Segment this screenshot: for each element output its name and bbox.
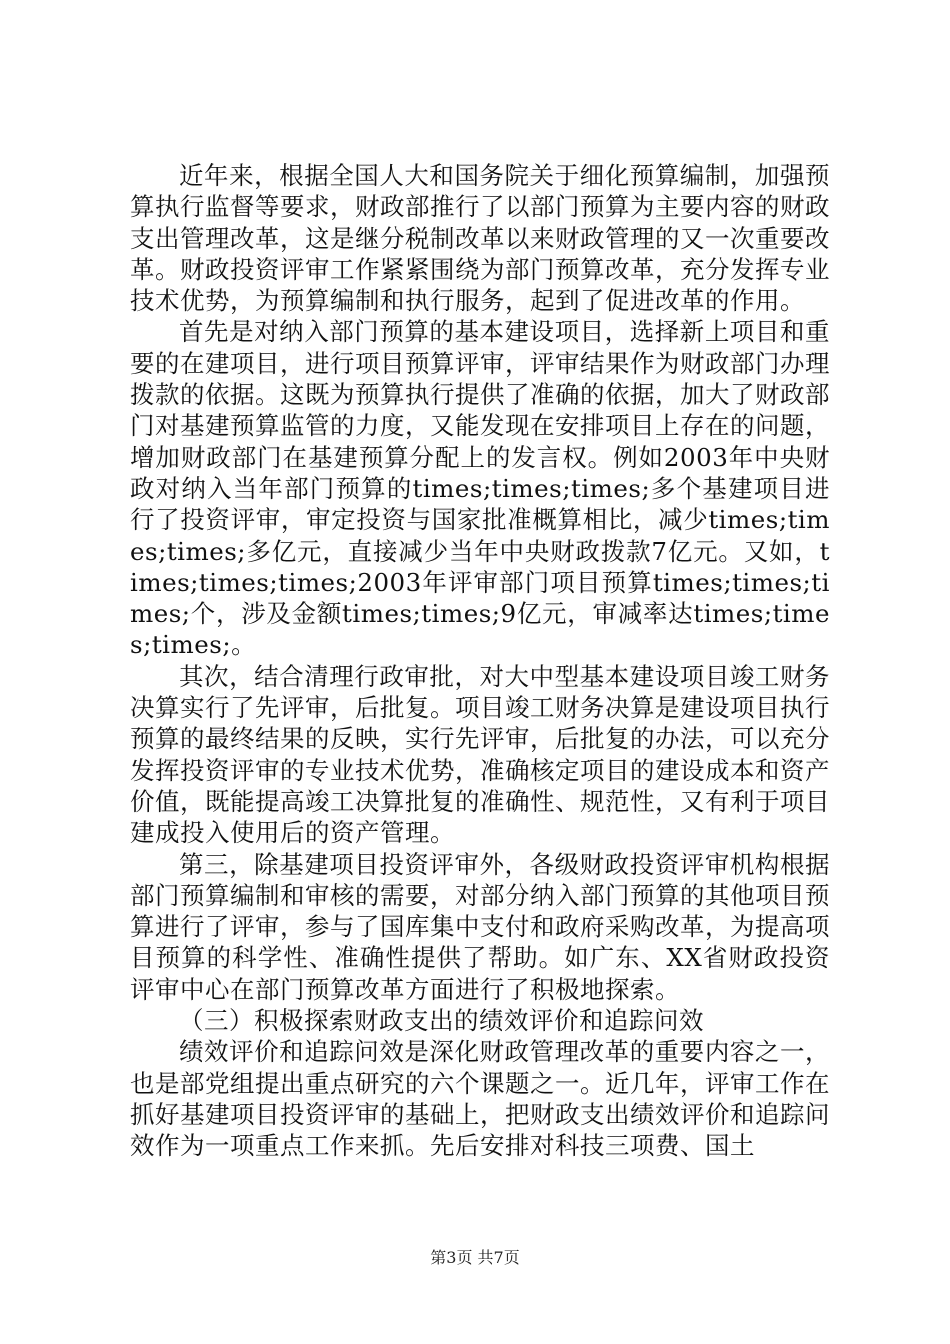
paragraph-second: 其次，结合清理行政审批，对大中型基本建设项目竣工财务决算实行了先评审，后批复。项目竣工财务决算是建设项目执行预算的最终结果的反映，实行先评审，后批复的办法，可以充分发挥投资评审的专业技术优势，准确核定项目的建设成本和资产价值，既能提高竣工决算批复的准确性、规范性，又有利于项目建成投入使用后的资产管理。	[130, 661, 830, 848]
paragraph-performance: 绩效评价和追踪问效是深化财政管理改革的重要内容之一，也是部党组提出重点研究的六个课题之一。近几年，评审工作在抓好基建项目投资评审的基础上，把财政支出绩效评价和追踪问效作为一项重点工作来抓。先后安排对科技三项费、国土	[130, 1037, 830, 1161]
section-heading: （三）积极探索财政支出的绩效评价和追踪问效	[179, 1006, 704, 1036]
paragraph-first: 首先是对纳入部门预算的基本建设项目，选择新上项目和重要的在建项目，进行项目预算评审，评审结果作为财政部门办理拨款的依据。这既为预算执行提供了准确的依据，加大了财政部门对基建预算监管的力度，又能发现在安排项目上存在的问题，增加财政部门在基建预算分配上的发言权。例如2003年中央财政对纳入当年部门预算的times;times;times;多个基建项目进行了投资评审，审定投资与国家批准概算相比，减少times;times;times;多亿元，直接减少当年中央财政拨款7亿元。又如，times;times;times;2003年评审部门项目预算times;times;times;个，涉及金额times;times;9亿元，审减率达times;times;times;。	[130, 317, 830, 660]
document-body	[130, 160, 830, 1162]
paragraph-third: 第三，除基建项目投资评审外，各级财政投资评审机构根据部门预算编制和审核的需要，对部分纳入部门预算的其他项目预算进行了评审，参与了国库集中支付和政府采购改革，为提高项目预算的科学性、准确性提供了帮助。如广东、XX省财政投资评审中心在部门预算改革方面进行了积极地探索。	[130, 849, 830, 1004]
paragraph-intro: 近年来，根据全国人大和国务院关于细化预算编制，加强预算执行监督等要求，财政部推行了以部门预算为主要内容的财政支出管理改革，这是继分税制改革以来财政管理的又一次重要改革。财政投资评审工作紧紧围绕为部门预算改革，充分发挥专业技术优势，为预算编制和执行服务，起到了促进改革的作用。	[130, 161, 830, 316]
page-footer: 第3页 共7页	[430, 1248, 520, 1267]
